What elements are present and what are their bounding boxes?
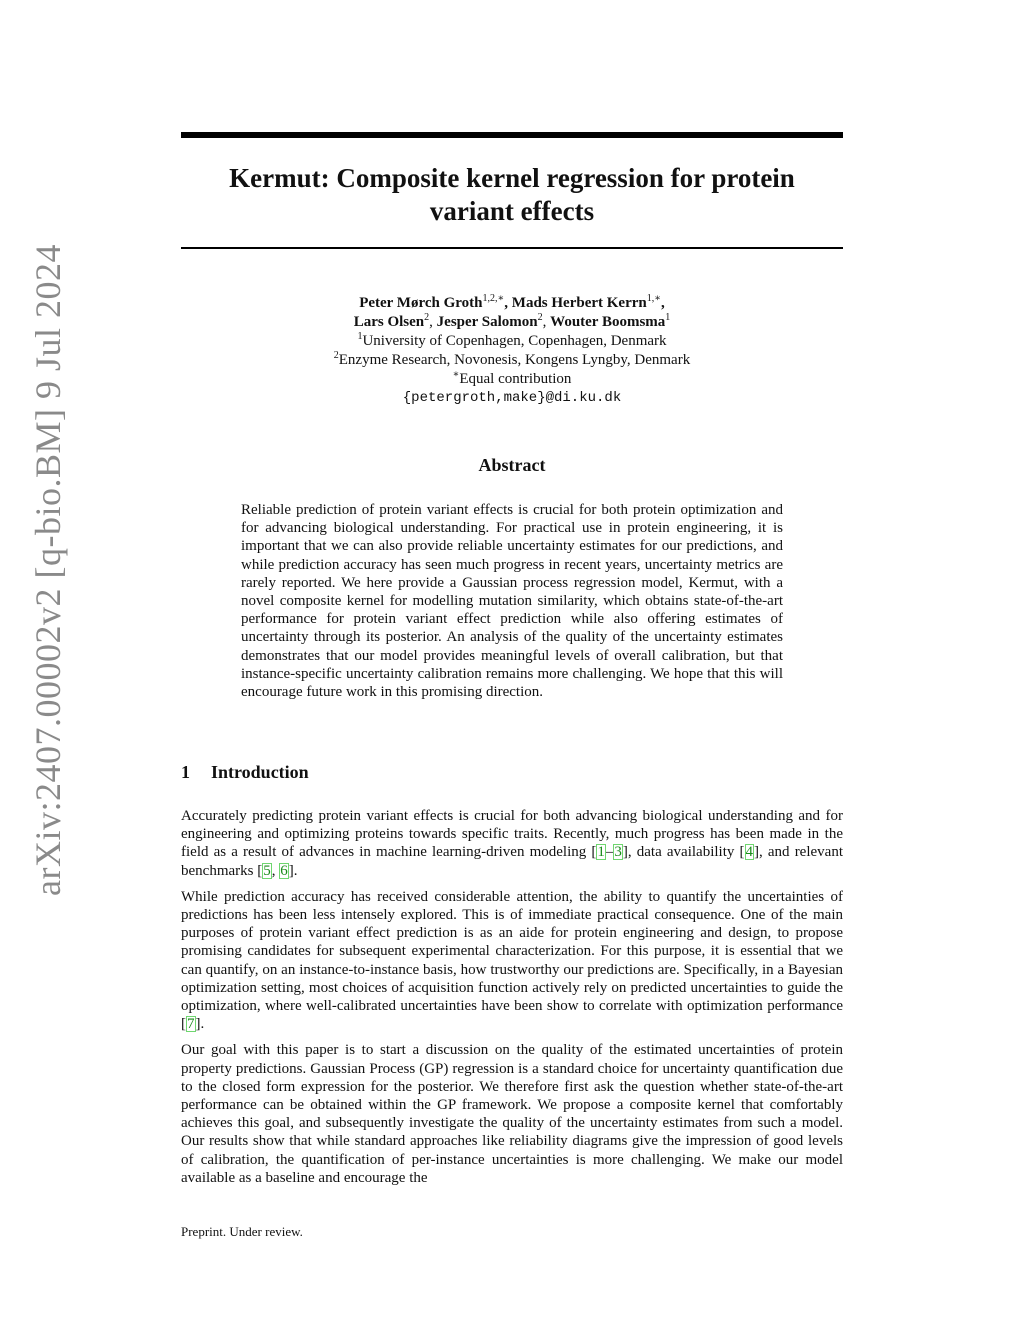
author-affiliation-marker: 1,2,∗ — [482, 293, 505, 304]
equal-contribution-note: ∗Equal contribution — [452, 369, 572, 387]
affiliation-1: $^1$University of Copenhagen, Copenhagen, Denmark — [357, 331, 667, 349]
introduction-body — [181, 807, 843, 1195]
title-top-rule — [181, 132, 843, 138]
arxiv-stamp-text: arXiv:2407.00002v2 [q-bio.BM] 9 Jul 2024 — [27, 244, 68, 896]
paragraph: While prediction accuracy has received considerable attention, the ability to quantify the uncertainties of predictions has been less intensely explored. This is of immediate practical consequence. One of the main purposes of protein variant effect prediction is as an aide for protein engineering and design, to propose promising candidates for subsequent experimental characterization. For this purpose, it is essential that we can quantify, on an instance-to-instance basis, how trustworthy our predictions are. Specifically, in a Bayesian optimization setting, most choices of acquisition function actively rely on predicted uncertainties to guide the optimization, where well-calibrated uncertainties have been show to correlate with optimization performance [7]. — [181, 888, 843, 1033]
footer-note: Preprint. Under review. — [181, 1224, 303, 1239]
author-affiliation-marker: 1 — [665, 312, 671, 323]
section-heading-introduction — [181, 762, 843, 783]
author-name: Peter Mørch Groth — [359, 295, 483, 311]
author-line-2: Lars Olsen$^2$, Jesper Salomon$^2$, Wouter Boomsma$^1$ — [353, 312, 671, 330]
paper-title — [181, 162, 843, 228]
abstract-text: Reliable prediction of protein variant effects is crucial for both protein optimization and for advancing biological understanding. For practical use in protein engineering, it is important that we can also provide reliable uncertainty estimates for our predictions, and while prediction accuracy has seen much progress in recent years, uncertainty metrics are rarely reported. We here provide a Gaussian process regression model, Kermut, with a novel composite kernel for modelling mutation similarity, which obtains state-of-the-art performance for protein variant effect prediction while also offering estimates of uncertainty through its posterior. An analysis of the quality of the uncertainty estimates demonstrates that our model provides meaningful levels of overall calibration, but that instance-specific uncertainty calibration remains more challenging. We hope that this will encourage future work in this promising direction. — [241, 502, 783, 701]
citation-link[interactable]: 7 — [187, 1016, 195, 1033]
title-bottom-rule — [181, 247, 843, 249]
author-name: Lars Olsen — [353, 314, 425, 330]
author-affiliation-marker: 2 — [424, 312, 430, 323]
author-affiliation-marker: 1,∗ — [646, 293, 662, 304]
arxiv-stamp — [20, 170, 75, 970]
author-name: Wouter Boomsma — [550, 314, 666, 330]
paragraph: Accurately predicting protein variant effects is crucial for both advancing biological understanding and for engineering and optimizing proteins towards specific traits. Recently, much progress has been made in the field as a result of advances in machine learning-driven modeling [1–3], data availability [4], and relevant benchmarks [5, 6]. — [181, 808, 843, 879]
citation-link[interactable]: 3 — [614, 844, 622, 861]
section-number: 1 — [181, 762, 190, 782]
affiliation-2: $^2$Enzyme Research, Novonesis, Kongens Lyngby, Denmark — [333, 350, 691, 368]
contact-email[interactable]: {petergroth,make}@di.ku.dk — [402, 390, 622, 406]
citation-link[interactable]: 4 — [745, 844, 754, 861]
title-line-1: Kermut: Composite kernel regression for protein — [229, 163, 795, 193]
abstract-heading: Abstract — [478, 455, 546, 475]
title-line-2: variant effects — [429, 196, 595, 226]
citation-link[interactable]: 6 — [280, 862, 288, 879]
author-affiliation-marker: 2 — [537, 312, 543, 323]
citation-link[interactable]: 5 — [263, 862, 271, 879]
author-name: Jesper Salomon — [436, 314, 538, 330]
citation-link[interactable]: 1 — [597, 844, 605, 861]
section-title: Introduction — [211, 762, 309, 782]
author-line-1: Peter Mørch Groth$^{1,2,∗}$, Mads Herbert Kerrn$^{1,∗}$, — [359, 293, 665, 311]
author-block — [181, 294, 843, 408]
author-name: Mads Herbert Kerrn — [511, 295, 647, 311]
paragraph: Our goal with this paper is to start a discussion on the quality of the estimated uncertainties of protein property predictions. Gaussian Process (GP) regression is a standard choice for uncertainty quantification due to the closed form expression for the posterior. We therefore first ask the question whether state-of-the-art performance can be obtained within the GP framework. We propose a composite kernel that comfortably achieves this goal, and subsequently investigate the quality of the uncertainty estimates from such a model. Our results show that while standard approaches like reliability diagrams give the impression of good levels of calibration, the quantification of per-instance uncertainties is more challenging. We make our model available as a baseline and encourage the — [181, 1042, 843, 1186]
